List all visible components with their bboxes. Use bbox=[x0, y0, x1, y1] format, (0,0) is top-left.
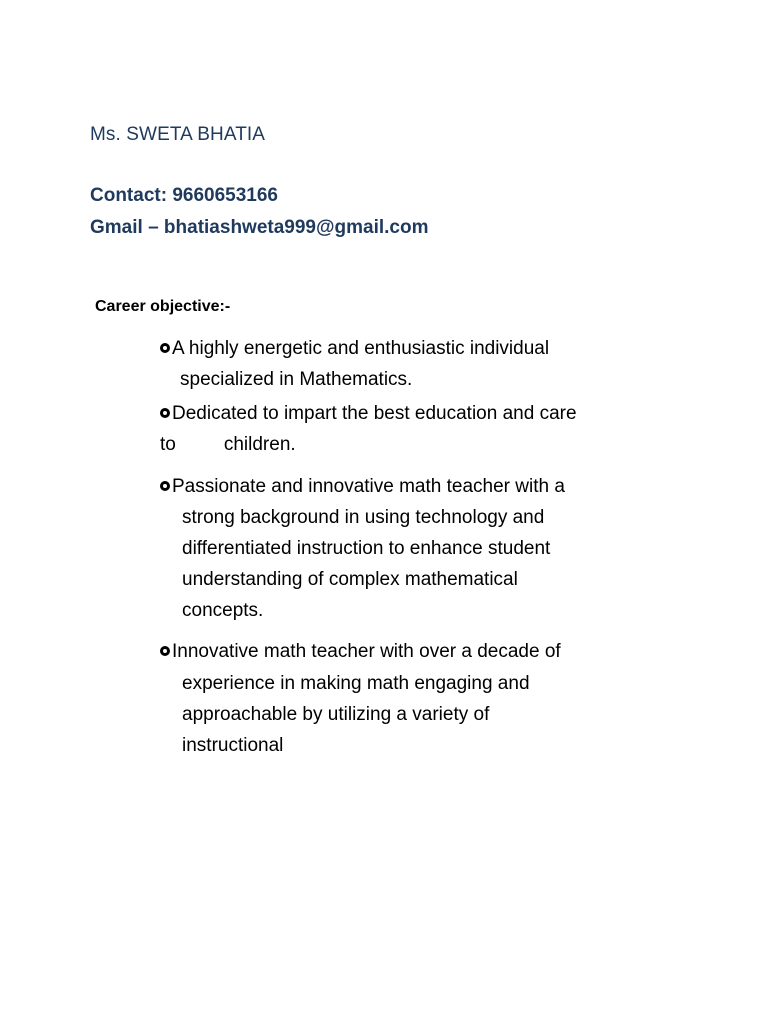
hollow-circle-bullet-icon bbox=[160, 481, 170, 491]
objective-bullet-3-line-4: understanding of complex mathematical bbox=[182, 569, 518, 590]
objective-bullet-2-line-2: to children. bbox=[160, 434, 296, 455]
objective-bullet-4-line-1: Innovative math teacher with over a decade of bbox=[160, 640, 561, 664]
objective-bullet-2-line-1: Dedicated to impart the best education and care bbox=[160, 402, 577, 426]
objective-bullet-4-line-4: instructional bbox=[182, 735, 284, 756]
hollow-circle-bullet-icon bbox=[160, 343, 170, 353]
contact-number: Contact: 9660653166 bbox=[90, 185, 278, 206]
objective-bullet-4-line-2: experience in making math engaging and bbox=[182, 673, 530, 694]
objective-bullet-3-line-3: differentiated instruction to enhance student bbox=[182, 538, 551, 559]
email-address: Gmail – bhatiashweta999@gmail.com bbox=[90, 217, 429, 238]
objective-bullet-4-line-3: approachable by utilizing a variety of bbox=[182, 704, 490, 725]
objective-bullet-1-line-2: specialized in Mathematics. bbox=[180, 369, 413, 390]
candidate-name: Ms. SWETA BHATIA bbox=[90, 124, 266, 145]
objective-bullet-3-line-1: Passionate and innovative math teacher with a bbox=[160, 475, 565, 499]
objective-bullet-3-line-5: concepts. bbox=[182, 600, 264, 621]
objective-bullet-1-line-1: A highly energetic and enthusiastic individual bbox=[160, 337, 549, 361]
career-objective-heading: Career objective:- bbox=[95, 298, 231, 315]
hollow-circle-bullet-icon bbox=[160, 646, 170, 656]
objective-bullet-3-line-2: strong background in using technology and bbox=[182, 507, 545, 528]
hollow-circle-bullet-icon bbox=[160, 408, 170, 418]
